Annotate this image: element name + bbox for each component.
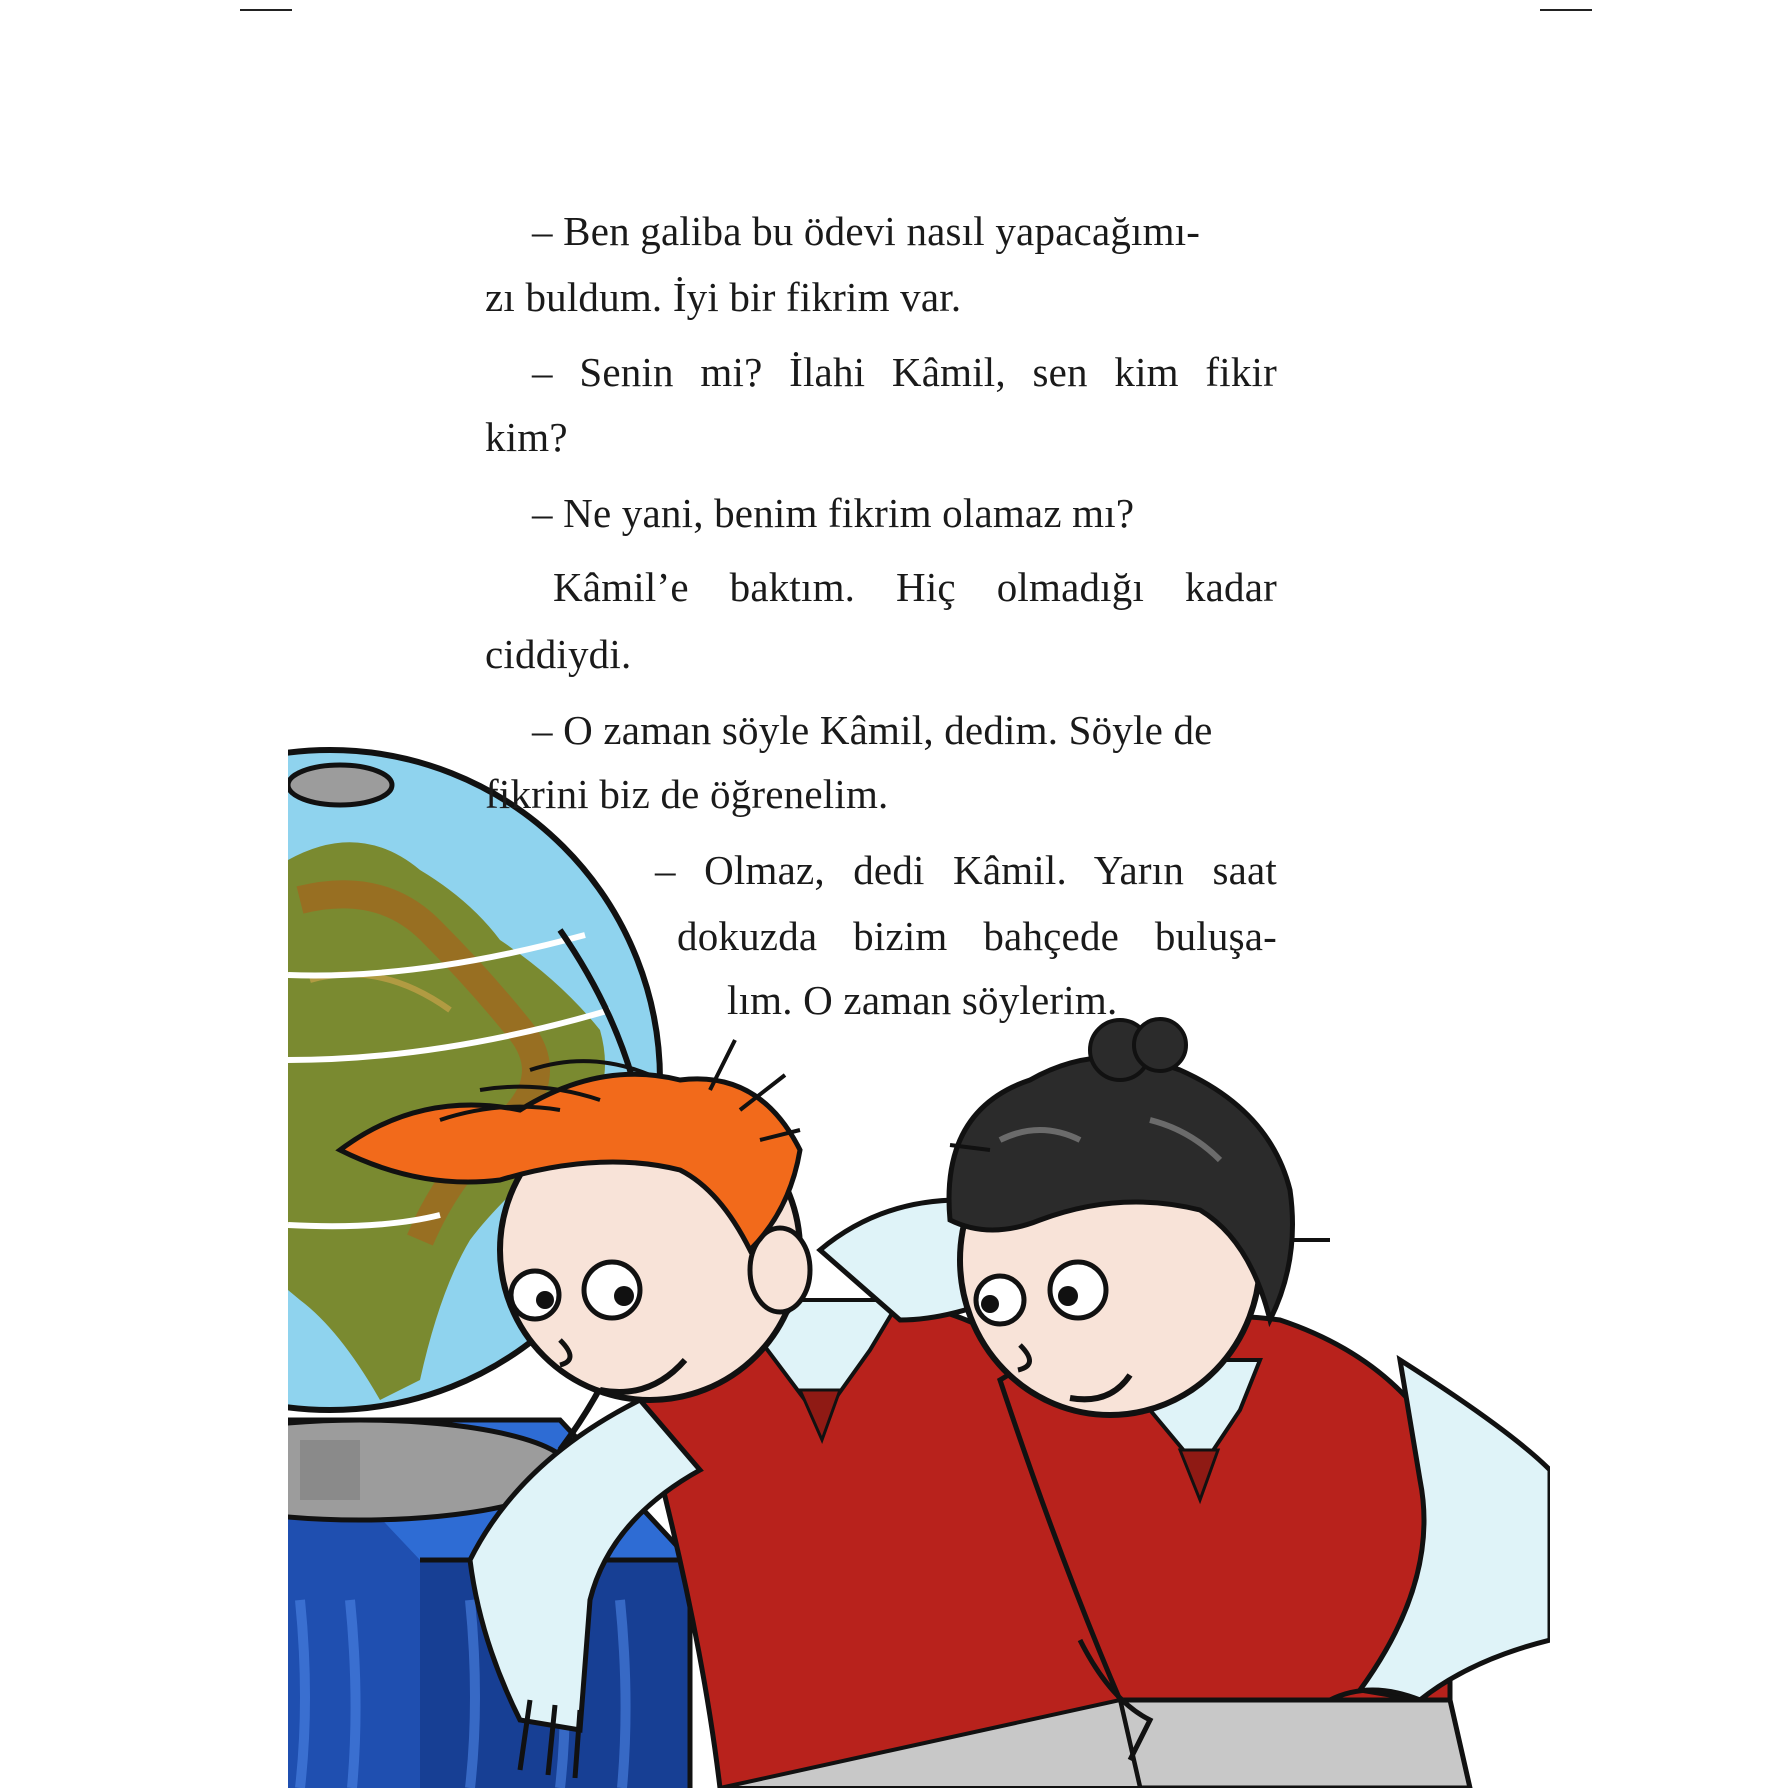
text-line: kim?	[485, 414, 568, 460]
text-line: lım. O zaman söylerim.	[727, 977, 1118, 1023]
text-line: – Ne yani, benim fikrim olamaz mı?	[532, 490, 1135, 536]
text-line: fikrini biz de öğrenelim.	[485, 771, 889, 817]
text-line: – Senin mi? İlahi Kâmil, sen kim fikir	[532, 349, 1277, 395]
text-line: – Ben galiba bu ödevi nasıl yapacağımı-	[532, 208, 1201, 254]
text-line: dokuzda bizim bahçede buluşa-	[677, 913, 1277, 959]
text-line: ciddiydi.	[485, 631, 632, 677]
text-line: Kâmil’e baktım. Hiç olmadığı kadar	[553, 564, 1277, 610]
text-line: zı buldum. İyi bir fikrim var.	[485, 274, 962, 320]
text-line: – Olmaz, dedi Kâmil. Yarın saat	[655, 847, 1277, 893]
text-line: – O zaman söyle Kâmil, dedim. Söyle de	[532, 707, 1213, 753]
